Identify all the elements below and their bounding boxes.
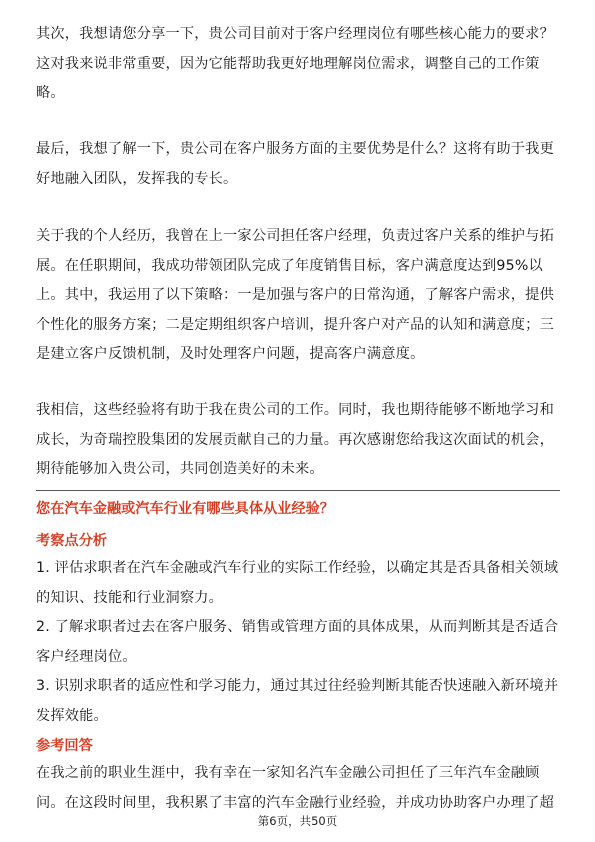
paragraph-service-advantages [36, 135, 561, 194]
analysis-item-2-line: 客户经理岗位。 [36, 648, 137, 665]
text-line: 好地融入团队，发挥我的专长。 [36, 170, 238, 187]
text-line: 展。在任职期间，我成功带领团队完成了年度销售目标，客户满意度达到95%以 [36, 257, 543, 274]
analysis-item-1-line: 的知识、技能和行业洞察力。 [36, 589, 224, 606]
text-line: 关于我的个人经历，我曾在上一家公司担任客户经理，负责过客户关系的维护与拓 [36, 228, 554, 244]
section-divider [36, 490, 560, 491]
text-line: 是建立客户反馈机制，及时处理客户问题，提高客户满意度。 [36, 346, 425, 362]
text-line: 上。其中，我运用了以下策略：一是加强与客户的日常沟通，了解客户需求，提供 [36, 287, 554, 303]
text-line: 在我之前的职业生涯中，我有幸在一家知名汽车金融公司担任了三年汽车金融顾 [36, 765, 540, 781]
analysis-item-2-line: 2. 了解求职者过去在客户服务、销售或管理方面的具体成果，从而判断其是否适合 [36, 619, 559, 635]
answer-heading: 参考回答 [36, 738, 93, 754]
paragraph-closing [36, 396, 561, 485]
analysis-list [36, 554, 561, 731]
text-line: 成长，为奇瑞控股集团的发展贡献自己的力量。再次感谢您给我这次面试的机会， [36, 431, 554, 448]
paragraph-core-abilities [36, 20, 561, 109]
text-line: 这对我来说非常重要，因为它能帮助我更好地理解岗位需求，调整自己的工作策 [36, 55, 540, 72]
text-line: 最后，我想了解一下，贵公司在客户服务方面的主要优势是什么？这将有助于我更 [36, 141, 554, 157]
text-line: 我相信，这些经验将有助于我在贵公司的工作。同时，我也期待能够不断地学习和 [36, 402, 554, 418]
page-number: 第6页，共50页 [257, 814, 338, 828]
text-line: 其次，我想请您分享一下，贵公司目前对于客户经理岗位有哪些核心能力的要求？ [36, 26, 554, 42]
text-line: 期待能够加入贵公司，共同创造美好的未来。 [36, 461, 324, 477]
analysis-item-1-line: 1. 评估求职者在汽车金融或汽车行业的实际工作经验，以确定其是否具备相关领域 [36, 560, 559, 576]
analysis-item-3-line: 3. 识别求职者的适应性和学习能力，通过其过往经验判断其能否快速融入新环境并 [36, 678, 559, 694]
analysis-heading: 考察点分析 [36, 533, 107, 549]
paragraph-personal-experience [36, 222, 561, 370]
answer-text [36, 759, 561, 818]
text-line: 略。 [36, 85, 65, 101]
text-line: 问。在这段时间里，我积累了丰富的汽车金融行业经验，并成功协助客户办理了超 [36, 794, 554, 811]
analysis-item-3-line: 发挥效能。 [36, 707, 108, 724]
interview-question: 您在汽车金融或汽车行业有哪些具体从业经验？ [36, 501, 334, 517]
text-line: 个性化的服务方案；二是定期组织客户培训，提升客户对产品的认知和满意度；三 [36, 316, 554, 333]
